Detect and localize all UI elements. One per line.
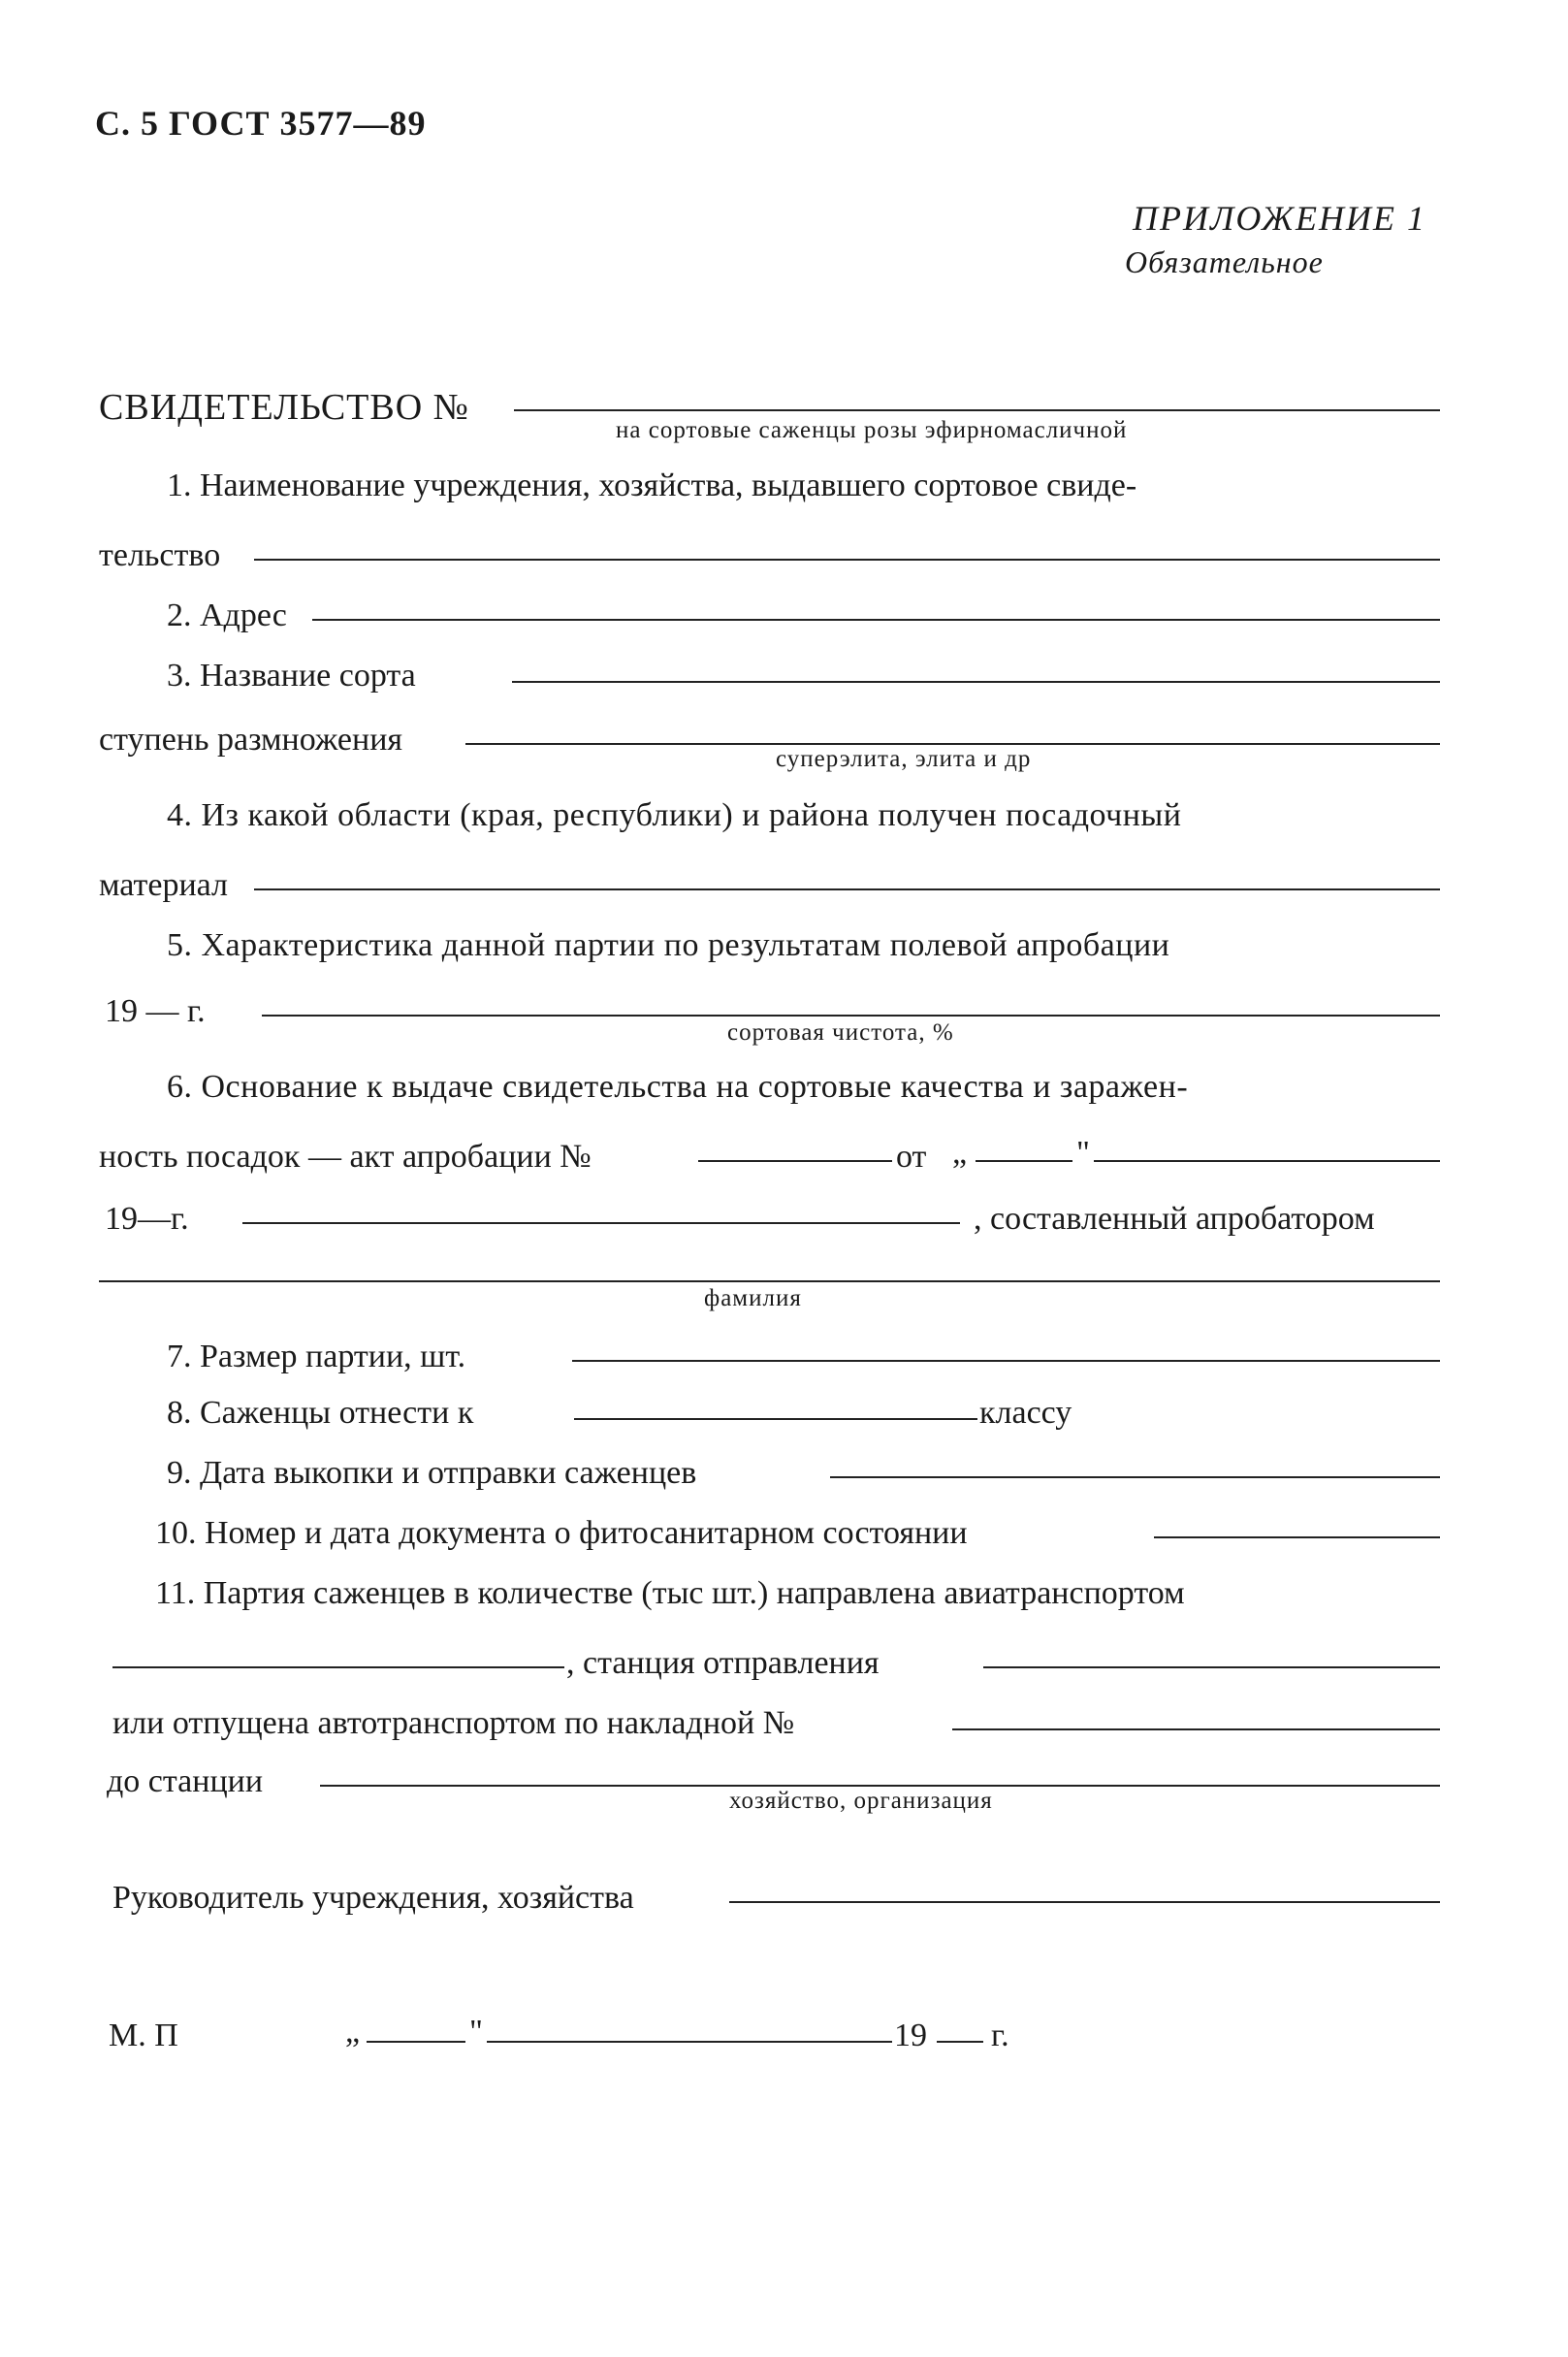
approbator-surname-field[interactable] bbox=[99, 1280, 1440, 1282]
item-6-composed: , составленный апробатором bbox=[974, 1201, 1375, 1237]
departure-station-field[interactable] bbox=[983, 1666, 1440, 1668]
item-6-line-b: ность посадок — акт апробации № bbox=[99, 1139, 592, 1175]
propagation-stage-label: ступень размножения bbox=[99, 722, 403, 758]
footer-month-field[interactable] bbox=[487, 2041, 892, 2043]
approbation-day-field[interactable] bbox=[976, 1160, 1072, 1162]
item-10-label: 10. Номер и дата документа о фитосанитарном состоянии bbox=[155, 1515, 968, 1551]
certificate-title: СВИДЕТЕЛЬСТВО № bbox=[99, 387, 469, 428]
item-8-label: 8. Саженцы отнести к bbox=[167, 1395, 474, 1431]
propagation-stage-hint: суперэлита, элита и др bbox=[776, 746, 1032, 772]
phytosanitary-doc-field[interactable] bbox=[1154, 1536, 1440, 1538]
head-signature-label: Руководитель учреждения, хозяйства bbox=[112, 1880, 634, 1916]
waybill-number-field[interactable] bbox=[952, 1728, 1440, 1730]
item-1-line-a: 1. Наименование учреждения, хозяйства, выдавшего сортовое свиде- bbox=[167, 468, 1137, 503]
item-1-line-b: тельство bbox=[99, 537, 221, 573]
varietal-purity-hint: сортовая чистота, % bbox=[727, 1019, 954, 1046]
appendix-label: ПРИЛОЖЕНИЕ 1 bbox=[1133, 199, 1426, 238]
batch-size-field[interactable] bbox=[572, 1360, 1440, 1362]
item-4-line-a: 4. Из какой области (края, республики) и района получен посадочный bbox=[167, 797, 1182, 833]
item-11-line-a: 11. Партия саженцев в количестве (тыс шт.) направлена авиатранспортом bbox=[155, 1575, 1185, 1611]
item-11-to-station: до станции bbox=[107, 1763, 264, 1799]
approbator-surname-hint: фамилия bbox=[704, 1285, 802, 1311]
mandatory-label: Обязательное bbox=[1125, 244, 1324, 279]
material-origin-field[interactable] bbox=[254, 888, 1440, 890]
footer-year-prefix: 19 bbox=[894, 2018, 927, 2053]
variety-name-field[interactable] bbox=[512, 681, 1440, 683]
item-11-auto: или отпущена автотранспортом по накладной № bbox=[112, 1705, 795, 1741]
footer-quote-close: " bbox=[469, 2014, 483, 2050]
item-7-label: 7. Размер партии, шт. bbox=[167, 1339, 466, 1374]
date-quote-open: „ bbox=[952, 1135, 968, 1171]
varietal-purity-field[interactable] bbox=[262, 1015, 1440, 1017]
air-transport-field[interactable] bbox=[112, 1666, 564, 1668]
item-3-label: 3. Название сорта bbox=[167, 658, 416, 694]
item-2-label: 2. Адрес bbox=[167, 597, 287, 633]
certificate-number-field[interactable] bbox=[514, 409, 1440, 411]
page-reference: С. 5 ГОСТ 3577—89 bbox=[95, 104, 427, 143]
certificate-subtitle: на сортовые саженцы розы эфирномасличной bbox=[616, 417, 1128, 443]
date-quote-close: " bbox=[1076, 1135, 1090, 1171]
approbation-act-number-field[interactable] bbox=[698, 1160, 892, 1162]
footer-quote-open: „ bbox=[345, 2014, 361, 2050]
destination-hint: хозяйство, организация bbox=[729, 1788, 993, 1814]
item-5-line-a: 5. Характеристика данной партии по результатам полевой апробации bbox=[167, 927, 1170, 963]
item-1-text bbox=[167, 469, 1440, 502]
head-signature-field[interactable] bbox=[729, 1901, 1440, 1903]
footer-year-field[interactable] bbox=[937, 2041, 983, 2043]
item-9-label: 9. Дата выкопки и отправки саженцев bbox=[167, 1455, 697, 1491]
footer-year-suffix: г. bbox=[991, 2018, 1009, 2053]
seedling-class-field[interactable] bbox=[574, 1418, 977, 1420]
approbation-year-field[interactable] bbox=[242, 1222, 960, 1224]
approbation-month-field[interactable] bbox=[1094, 1160, 1440, 1162]
item-6-year: 19—г. bbox=[105, 1201, 189, 1237]
item-8-class: классу bbox=[979, 1395, 1072, 1431]
item-5-year: 19 — г. bbox=[105, 993, 206, 1029]
item-11-station: , станция отправления bbox=[566, 1645, 880, 1681]
propagation-stage-field[interactable] bbox=[465, 743, 1440, 745]
item-4-line-b: материал bbox=[99, 867, 228, 903]
address-field[interactable] bbox=[312, 619, 1440, 621]
seal-label: М. П bbox=[109, 2018, 178, 2053]
item-6-from: от bbox=[896, 1139, 927, 1175]
dig-ship-date-field[interactable] bbox=[830, 1476, 1440, 1478]
destination-field[interactable] bbox=[320, 1785, 1440, 1787]
footer-day-field[interactable] bbox=[367, 2041, 465, 2043]
issuer-name-field[interactable] bbox=[254, 559, 1440, 561]
item-6-line-a: 6. Основание к выдаче свидетельства на сортовые качества и заражен- bbox=[167, 1069, 1189, 1105]
